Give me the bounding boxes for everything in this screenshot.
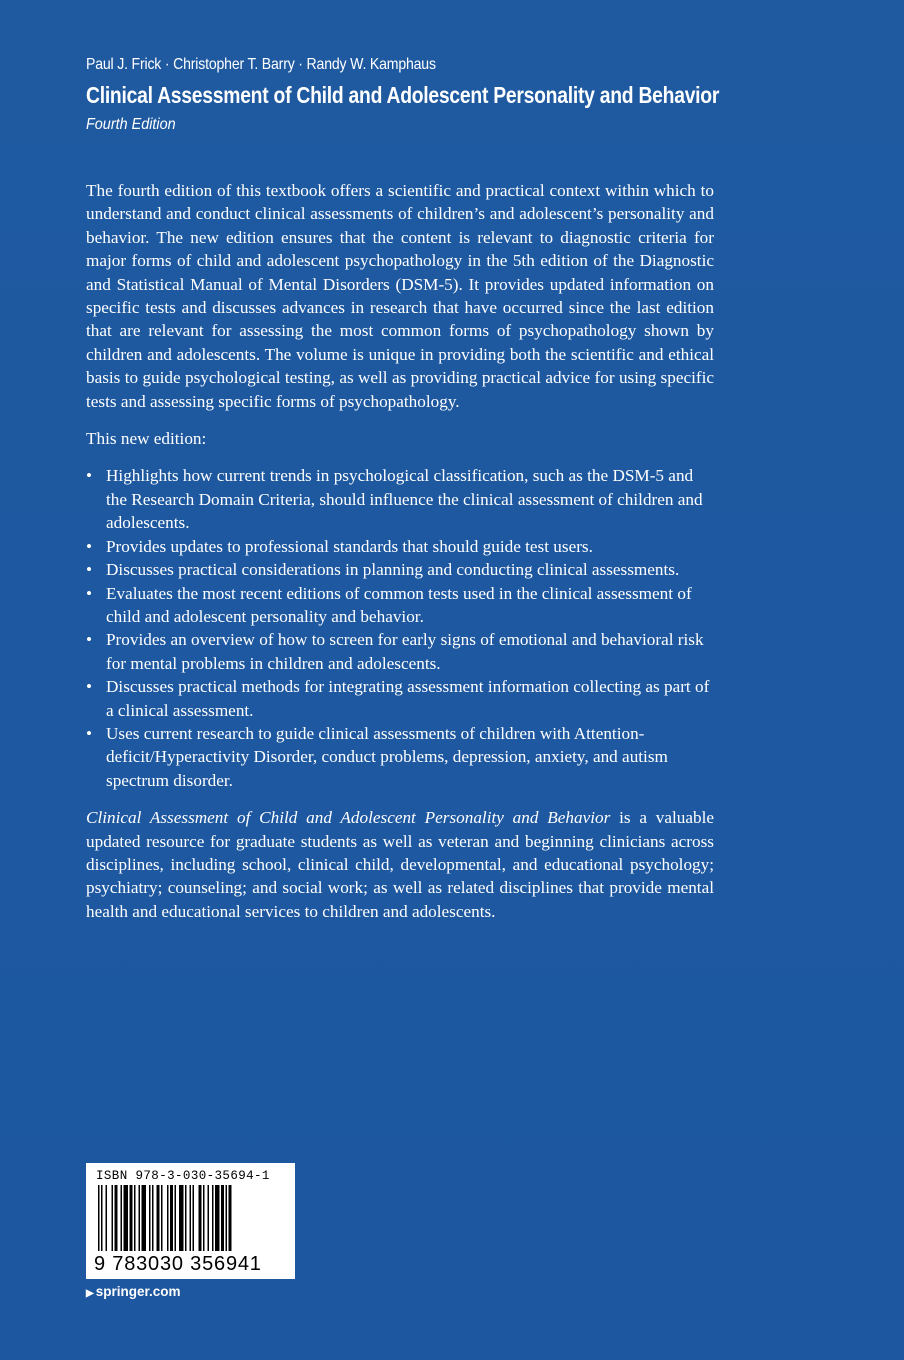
book-title: Clinical Assessment of Child and Adolescent Personality and Behavior [86, 82, 720, 108]
barcode-bar [106, 1185, 108, 1251]
barcode-bar [215, 1185, 220, 1251]
barcode-bar [179, 1185, 184, 1251]
barcode-bar [157, 1185, 160, 1251]
barcode-bar [170, 1185, 173, 1251]
barcode-bar [221, 1185, 224, 1251]
authors-line: Paul J. Frick · Christopher T. Barry · Randy W. Kamphaus [86, 56, 436, 73]
barcode-bar [175, 1185, 177, 1251]
list-item-text: Provides updates to professional standards that should guide test users. [106, 536, 593, 556]
barcode-bar [226, 1185, 228, 1251]
barcode-bar [139, 1185, 141, 1251]
barcode-digits: 9 783030 356941 [94, 1253, 262, 1275]
publisher-url-text: springer.com [95, 1284, 181, 1299]
bullet-icon: • [86, 630, 93, 650]
list-item [86, 558, 714, 581]
barcode-bar [101, 1185, 103, 1251]
barcode-bars [98, 1185, 283, 1251]
barcode-bar [208, 1185, 210, 1251]
list-item [86, 464, 714, 534]
barcode-bar [152, 1185, 154, 1251]
list-item [86, 535, 714, 558]
barcode-bar [190, 1185, 192, 1251]
list-item-text: Discusses practical methods for integrating assessment information collecting as part of a clinical assessment. [106, 677, 710, 720]
features-list [86, 464, 714, 792]
barcode-bar [193, 1185, 195, 1251]
closing-book-title: Clinical Assessment of Child and Adolescent Personality and Behavior [86, 808, 611, 828]
barcode-bar [185, 1185, 187, 1251]
list-item-text: Highlights how current trends in psychological classification, such as the DSM-5 and the Research Domain Criteria, should influence the clinical assessment of children and adolescents. [106, 466, 703, 533]
barcode-bar [161, 1185, 163, 1251]
barcode-bar [115, 1185, 118, 1251]
closing-paragraph [86, 806, 714, 923]
bullet-icon: • [86, 560, 93, 580]
list-item-text: Evaluates the most recent editions of common tests used in the clinical assessment of child and adolescent personality and behavior. [106, 583, 692, 626]
barcode-bar [212, 1185, 214, 1251]
list-item [86, 675, 714, 722]
bullet-icon: • [86, 723, 93, 743]
description-block [86, 179, 714, 923]
bullet-icon: • [86, 536, 93, 556]
barcode-bar [149, 1185, 151, 1251]
barcode-bar [130, 1185, 133, 1251]
publisher-link[interactable] [86, 1284, 180, 1299]
list-item [86, 722, 714, 792]
barcode-bar [229, 1185, 232, 1251]
list-intro: This new edition: [86, 429, 207, 449]
list-item-text: Provides an overview of how to screen for early signs of emotional and behavioral risk for mental problems in children and adolescents. [106, 630, 704, 673]
bullet-icon: • [86, 677, 93, 697]
barcode-bar [134, 1185, 136, 1251]
list-item-text: Uses current research to guide clinical assessments of children with Attention-deficit/Hyperactivity Disorder, conduct problems, depression, anxiety, and autism spectrum disorder. [106, 723, 668, 790]
barcode-bar [124, 1185, 129, 1251]
barcode-bar [167, 1185, 169, 1251]
barcode-bar [199, 1185, 202, 1251]
barcode-bar [203, 1185, 205, 1251]
bullet-icon: • [86, 583, 93, 603]
edition-label: Fourth Edition [86, 116, 176, 133]
barcode-bar [142, 1185, 147, 1251]
list-item [86, 628, 714, 675]
isbn-number: ISBN 978-3-030-35694-1 [96, 1169, 270, 1183]
description-paragraph: The fourth edition of this textbook offers a scientific and practical context within which to understand and conduct clinical assessments of children’s and adolescent’s personality and behavior. The new edition ensures that the content is relevant to diagnostic criteria for major forms of child and adolescent psychopathology in the 5th edition of the Diagnostic and Statistical Manual of Mental Disorders (DSM-5). It provides updated information on specific tests and discusses advances in research that have occurred since the last edition that are relevant for assessing the most common forms of psychopathology shown by children and adolescents. The volume is unique in providing both the scientific and ethical basis to guide psychological testing, as well as providing practical advice for using specific tests and assessing specific forms of psychopathology. [86, 181, 714, 411]
isbn-barcode [86, 1163, 295, 1279]
list-item [86, 582, 714, 629]
barcode-bar [112, 1185, 114, 1251]
barcode-bar [121, 1185, 123, 1251]
list-item-text: Discusses practical considerations in planning and conducting clinical assessments. [106, 560, 680, 580]
bullet-icon: • [86, 466, 93, 486]
barcode-bar [98, 1185, 100, 1251]
triangle-right-icon: ▶ [86, 1288, 94, 1299]
closing-text: is a valuable updated resource for graduate students as well as veteran and beginning clinicians across disciplines, including school, clinical child, developmental, and educational psychology; psychiatry; counseling; and social work; as well as related disciplines that provide mental health and educational services to children and adolescents. [86, 808, 714, 921]
